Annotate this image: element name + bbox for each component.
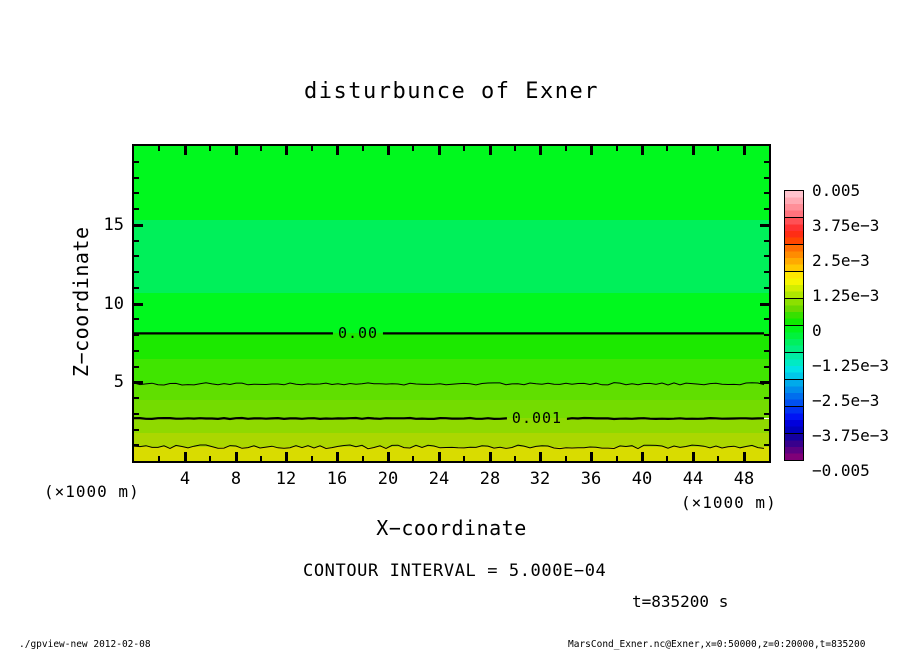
y-axis-label: Z−coordinate: [69, 226, 93, 377]
colorbar-tick-label: −0.005: [812, 461, 870, 480]
contour-line: [134, 445, 764, 449]
x-tick: [743, 452, 746, 461]
x-tick: [539, 146, 542, 155]
x-tick: [387, 452, 390, 461]
x-tick: [743, 146, 746, 155]
x-tick: [590, 452, 593, 461]
x-tick: [235, 452, 238, 461]
y-tick: [764, 413, 769, 415]
x-tick: [209, 456, 211, 461]
x-tick: [438, 146, 441, 155]
y-tick: [764, 287, 769, 289]
y-tick: [764, 177, 769, 179]
y-tick: [760, 381, 769, 384]
x-tick: [235, 146, 238, 155]
x-tick: [209, 146, 211, 151]
x-tick: [336, 146, 339, 155]
colorbar-cell: [784, 325, 804, 353]
time-annotation: t=835200 s: [632, 592, 729, 611]
x-tick: [311, 146, 313, 151]
x-tick: [666, 146, 668, 151]
x-tick: [387, 146, 390, 155]
y-tick: [134, 161, 139, 163]
y-tick: [764, 318, 769, 320]
y-tick: [134, 381, 143, 384]
colorbar: [784, 190, 806, 461]
y-tick: [764, 444, 769, 446]
contour-line: [134, 418, 764, 419]
x-tick-label: 48: [733, 469, 755, 489]
contour-interval-text: CONTOUR INTERVAL = 5.000E−04: [303, 561, 607, 581]
y-tick: [764, 350, 769, 352]
colorbar-cell: [784, 244, 804, 272]
y-tick: [764, 366, 769, 368]
x-tick-label: 24: [428, 469, 450, 489]
y-tick: [760, 303, 769, 306]
colorbar-tick-label: 2.5e−3: [812, 251, 870, 270]
y-tick: [134, 271, 139, 273]
y-tick: [764, 255, 769, 257]
x-tick: [285, 452, 288, 461]
x-tick: [158, 146, 160, 151]
y-tick: [134, 429, 139, 431]
x-tick: [362, 456, 364, 461]
colorbar-tick-label: 3.75e−3: [812, 216, 880, 235]
contour-lines: [134, 146, 769, 461]
x-tick: [438, 452, 441, 461]
contour-value-label: 0.00: [333, 324, 383, 342]
x-tick: [285, 146, 288, 155]
y-tick: [134, 303, 143, 306]
x-tick: [641, 146, 644, 155]
colorbar-tick-label: −1.25e−3: [812, 356, 890, 375]
x-tick: [412, 146, 414, 151]
contour-value-label: 0.001: [507, 409, 567, 427]
x-tick: [362, 146, 364, 151]
y-tick: [764, 208, 769, 210]
y-tick: [134, 255, 139, 257]
x-tick: [336, 452, 339, 461]
x-tick: [489, 452, 492, 461]
colorbar-cell: [784, 406, 804, 434]
x-tick-label: 20: [377, 469, 399, 489]
x-tick: [260, 146, 262, 151]
x-axis-label: X−coordinate: [376, 516, 527, 540]
y-tick-label: 10: [103, 294, 124, 314]
x-tick-label: 36: [580, 469, 602, 489]
footer-command-text: ./gpview-new 2012-02-08: [19, 639, 151, 650]
y-tick: [764, 240, 769, 242]
y-tick: [764, 271, 769, 273]
colorbar-cell: [784, 217, 804, 245]
colorbar-cell: [784, 379, 804, 407]
colorbar-tick-label: −3.75e−3: [812, 426, 890, 445]
x-tick: [489, 146, 492, 155]
x-tick: [692, 452, 695, 461]
y-tick: [134, 413, 139, 415]
x-tick-label: 44: [682, 469, 704, 489]
x-tick: [158, 456, 160, 461]
x-tick: [514, 146, 516, 151]
contour-line: [134, 383, 764, 385]
x-tick: [463, 146, 465, 151]
plot-area: [132, 144, 771, 463]
y-tick: [134, 192, 139, 194]
y-tick: [134, 240, 139, 242]
y-tick: [134, 287, 139, 289]
y-tick: [134, 177, 139, 179]
x-tick: [590, 146, 593, 155]
x-tick-label: 40: [631, 469, 653, 489]
y-tick: [134, 366, 139, 368]
y-tick: [760, 224, 769, 227]
y-tick: [134, 444, 139, 446]
colorbar-cell: [784, 271, 804, 299]
x-tick: [565, 146, 567, 151]
chart-title: disturbunce of Exner: [304, 79, 599, 104]
colorbar-cell: [784, 433, 804, 461]
x-tick: [616, 146, 618, 151]
colorbar-tick-label: −2.5e−3: [812, 391, 880, 410]
colorbar-tick-label: 0: [812, 321, 822, 340]
y-tick: [764, 334, 769, 336]
x-tick: [184, 146, 187, 155]
colorbar-tick-label: 1.25e−3: [812, 286, 880, 305]
colorbar-cell: [784, 352, 804, 380]
y-tick: [134, 208, 139, 210]
y-tick: [134, 350, 139, 352]
x-tick: [641, 452, 644, 461]
colorbar-cell: [784, 298, 804, 326]
x-tick-label: 16: [326, 469, 348, 489]
x-tick-label: 12: [275, 469, 297, 489]
x-tick-label: 4: [179, 469, 191, 489]
x-tick: [565, 456, 567, 461]
x-tick: [311, 456, 313, 461]
y-tick: [764, 161, 769, 163]
x-tick: [666, 456, 668, 461]
x-tick: [692, 146, 695, 155]
x-tick-label: 28: [479, 469, 501, 489]
x-tick-label: 32: [529, 469, 551, 489]
colorbar-tick-label: 0.005: [812, 181, 861, 200]
y-tick: [134, 334, 139, 336]
colorbar-cell: [784, 190, 804, 218]
y-tick: [134, 224, 143, 227]
y-tick: [764, 397, 769, 399]
y-tick: [134, 397, 139, 399]
x-tick: [717, 456, 719, 461]
y-axis-unit-label: (×1000 m): [44, 482, 140, 501]
footer-source-text: MarsCond_Exner.nc@Exner,x=0:50000,z=0:20000,t=835200: [568, 639, 866, 650]
y-tick-label: 15: [103, 215, 124, 235]
x-tick: [539, 452, 542, 461]
y-tick: [134, 318, 139, 320]
y-tick: [764, 429, 769, 431]
x-tick: [412, 456, 414, 461]
x-tick: [717, 146, 719, 151]
y-tick: [764, 192, 769, 194]
x-tick: [184, 452, 187, 461]
x-tick: [514, 456, 516, 461]
x-axis-unit-label: (×1000 m): [681, 493, 777, 512]
x-tick: [260, 456, 262, 461]
y-tick-label: 5: [113, 372, 124, 392]
x-tick: [463, 456, 465, 461]
x-tick: [616, 456, 618, 461]
x-tick-label: 8: [230, 469, 242, 489]
